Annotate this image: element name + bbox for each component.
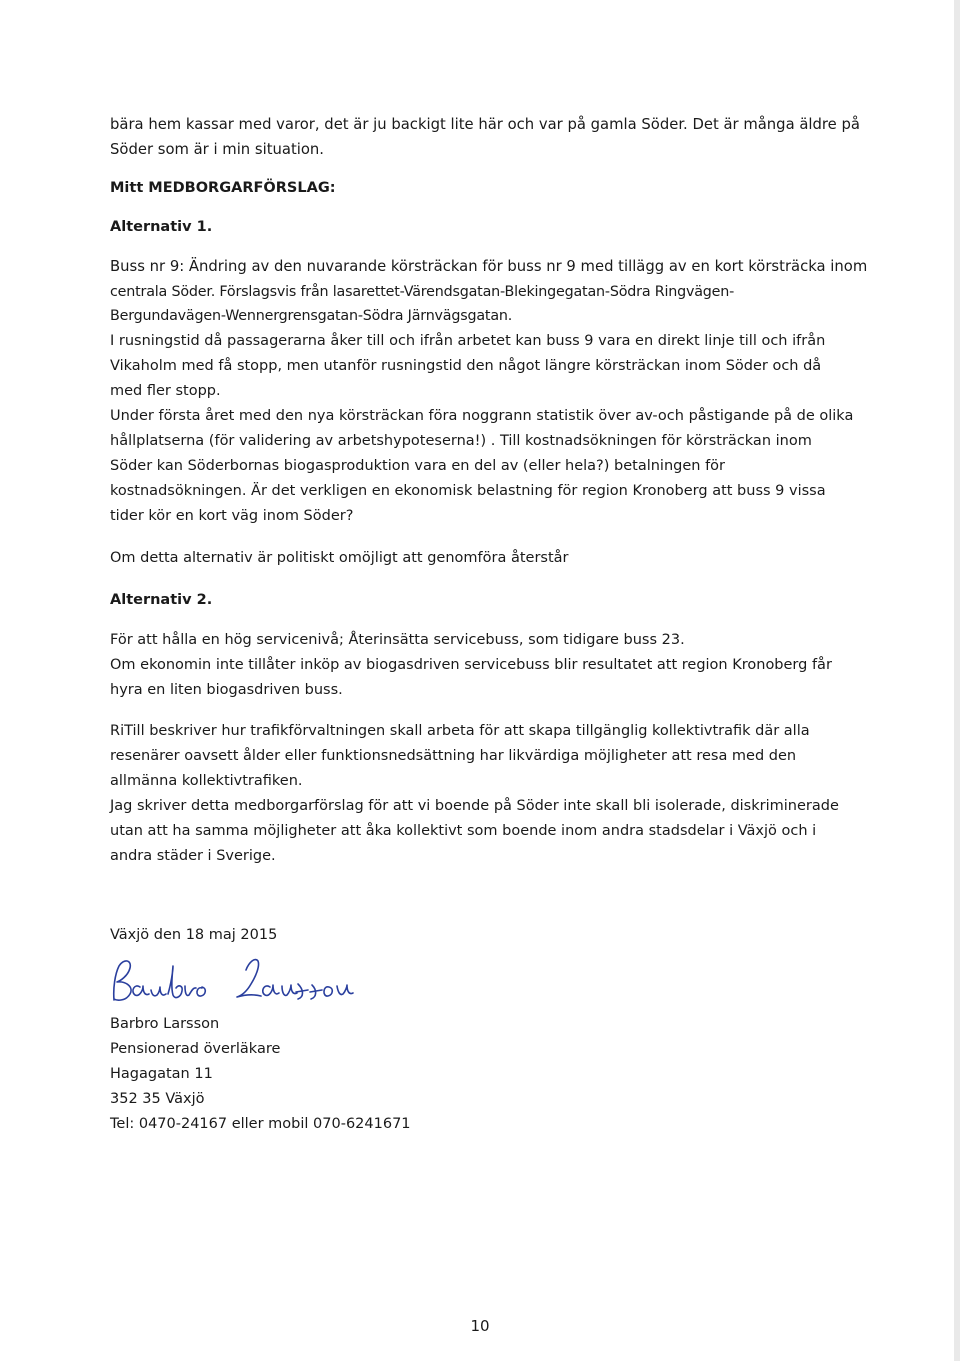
proposal-heading: Mitt MEDBORGARFÖRSLAG:: [110, 180, 336, 196]
intro-line: bära hem kassar med varor, det är ju backigt lite här och var på gamla Söder. Det är många äldre på: [110, 116, 860, 133]
text-line: hyra en liten biogasdriven buss.: [110, 681, 343, 698]
text-line: kostnadsökningen. Är det verkligen en ekonomisk belastning för region Kronoberg att buss 9 vissa: [110, 482, 826, 499]
text-line: Vikaholm med få stopp, men utanför rusningstid den något längre körsträckan inom Söder och då: [110, 357, 822, 374]
text-line: Jag skriver detta medborgarförslag för att vi boende på Söder inte skall bli isolerade, diskriminerade: [110, 797, 839, 814]
alt1-remaining-note: Om detta alternativ är politiskt omöjligt att genomföra återstår: [110, 549, 569, 566]
alt1-paragraph-rush-hour: [110, 329, 855, 404]
scan-edge: [954, 0, 960, 1361]
text-line: centrala Söder. Förslagsvis från lasarettet-Värendsgatan-Blekingegatan-Södra Ringvägen-: [110, 283, 735, 300]
text-line: hållplatserna (för validering av arbetshypoteserna!) . Till kostnadsökningen för körsträckan inom: [110, 432, 812, 449]
text-line: RiTill beskriver hur trafikförvaltningen skall arbeta för att skapa tillgänglig kollektivtrafik där alla: [110, 722, 810, 739]
text-line: med fler stopp.: [110, 382, 221, 399]
text-line: I rusningstid då passagerarna åker till och ifrån arbetet kan buss 9 vara en direkt linje till och ifrån: [110, 332, 826, 349]
alt2-paragraph: [110, 628, 855, 703]
signature-scribble: [110, 954, 400, 1012]
alt1-paragraph-statistics: [110, 404, 855, 529]
intro-line: Söder som är i min situation.: [110, 140, 324, 158]
page-number: 10: [470, 1317, 490, 1335]
handwritten-signature: [110, 954, 855, 1012]
sender-name: Barbro Larsson: [110, 1015, 220, 1032]
text-line: För att hålla en hög servicenivå; Återinsätta servicebuss, som tidigare buss 23.: [110, 631, 685, 648]
alt1-paragraph-route: [110, 255, 868, 329]
sender-title: Pensionerad överläkare: [110, 1040, 281, 1057]
closing-paragraph-purpose: [110, 794, 855, 869]
text-line: tider kör en kort väg inom Söder?: [110, 507, 354, 524]
sender-street: Hagagatan 11: [110, 1065, 213, 1082]
text-line: Buss nr 9: Ändring av den nuvarande körsträckan för buss nr 9 med tillägg av en kort körsträcka inom: [110, 258, 868, 275]
text-line: andra städer i Sverige.: [110, 847, 276, 864]
closing-paragraph-ritill: [110, 719, 855, 794]
text-line: utan att ha samma möjligheter att åka kollektivt som boende inom andra stadsdelar i Växjö och i: [110, 822, 817, 839]
sender-phone: Tel: 0470-24167 eller mobil 070-6241671: [110, 1115, 411, 1132]
letter-body: [110, 113, 868, 1137]
text-line: resenärer oavsett ålder eller funktionsnedsättning har likvärdiga möjligheter att resa med den: [110, 747, 797, 764]
sender-block: [110, 1012, 855, 1137]
text-line: Under första året med den nya körsträckan föra noggrann statistik över av-och påstigande på de olika: [110, 407, 854, 424]
alt1-heading: Alternativ 1.: [110, 219, 213, 235]
text-line: Bergundavägen-Wennergrensgatan-Södra Järnvägsgatan.: [110, 308, 513, 324]
place-and-date: Växjö den 18 maj 2015: [110, 926, 278, 943]
text-line: Om ekonomin inte tillåter inköp av biogasdriven servicebuss blir resultatet att region Kronoberg får: [110, 656, 832, 673]
text-line: allmänna kollektivtrafiken.: [110, 772, 303, 789]
alt2-heading: Alternativ 2.: [110, 591, 213, 608]
sender-city: 352 35 Växjö: [110, 1090, 205, 1107]
text-line: Söder kan Söderbornas biogasproduktion vara en del av (eller hela?) betalningen för: [110, 457, 726, 474]
